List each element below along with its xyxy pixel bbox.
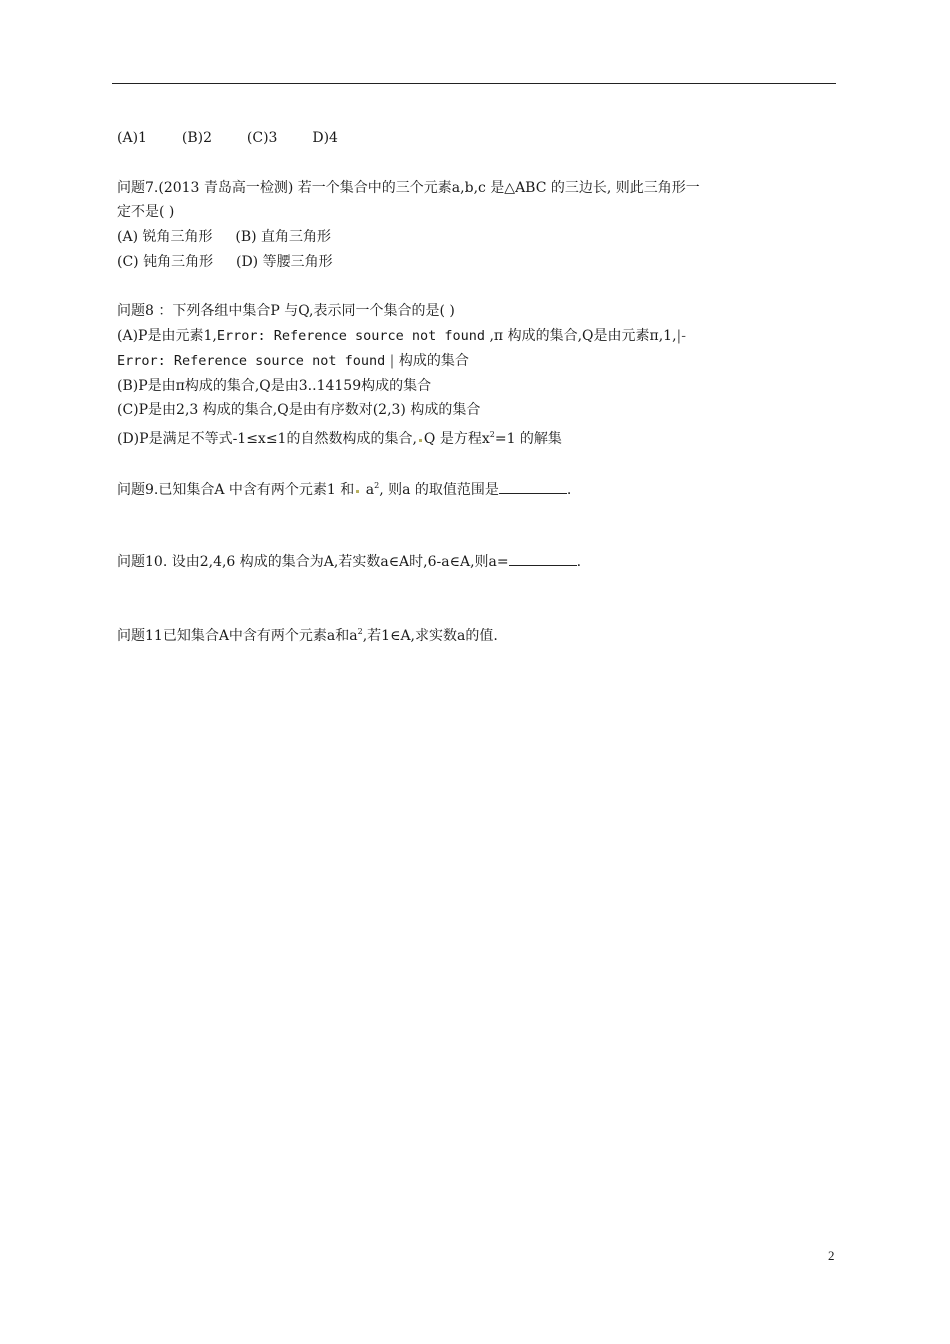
- q8-a-bar: |: [385, 353, 399, 369]
- q8-d-part1: (D)P是满足不等式-1≤x≤1的自然数构成的集合,: [117, 431, 417, 447]
- q7-options-ab: [117, 227, 331, 247]
- q8-a-suffix: ,π 构成的集合,Q是由元素π,1,: [485, 328, 677, 344]
- q7-option-a: (A) 锐角三角形: [117, 229, 213, 245]
- q8-d-part3: =1 的解集: [494, 431, 562, 447]
- q8-option-a-line1: [117, 326, 686, 346]
- q8-d-part2: Q 是方程x: [423, 431, 490, 447]
- header-rule: [112, 83, 836, 84]
- option-c: (C)3: [246, 130, 278, 146]
- q7-stem-line2: 定不是( ): [117, 204, 175, 220]
- q10-end: .: [576, 554, 582, 570]
- q8-stem: 问题8 ：下列各组中集合P 与Q,表示同一个集合的是( ): [117, 303, 455, 319]
- q9-suffix: , 则a 的取值范围是: [379, 482, 499, 498]
- q7-option-b: (B) 直角三角形: [235, 229, 332, 245]
- option-a: (A)1: [117, 130, 147, 146]
- q7-stem-line1: 问题7.(2013 青岛高一检测) 若一个集合中的三个元素a,b,c 是△ABC 的三边长, 则此三角形一: [117, 180, 700, 196]
- q8-d-exponent: 2: [489, 430, 495, 439]
- answer-blank[interactable]: [509, 551, 577, 566]
- option-b: (B)2: [181, 130, 212, 146]
- page-number: 2: [828, 1248, 835, 1263]
- q8-option-c: (C)P是由2,3 构成的集合,Q是由有序数对(2,3) 构成的集合: [117, 402, 481, 418]
- q11: [117, 622, 498, 646]
- q11-prefix: 问题11已知集合A中含有两个元素a和a: [117, 628, 358, 644]
- q7-option-d: (D) 等腰三角形: [236, 254, 333, 270]
- reference-error-text: Error: Reference source not found: [216, 328, 486, 344]
- stray-mark: [356, 490, 359, 493]
- q9-prefix: 问题9.已知集合A 中含有两个元素1 和: [117, 482, 355, 498]
- q9-var: a: [365, 482, 375, 498]
- q10: [117, 551, 581, 572]
- q8-option-a-line2: [117, 351, 469, 371]
- q8-b-part2: .14159构成的集合: [312, 378, 432, 394]
- q11-exponent: 2: [357, 627, 363, 636]
- q8-a-end: |-: [676, 328, 686, 344]
- q8-b-part1: (B)P是由π构成的集合,Q是由3.: [117, 378, 313, 394]
- q9-end: .: [566, 482, 572, 498]
- option-d: D)4: [312, 130, 338, 146]
- q6-options: [117, 128, 338, 148]
- q8-a-line2-suffix: 构成的集合: [398, 353, 469, 369]
- q8-option-b: [117, 376, 431, 396]
- q11-suffix: ,若1∈A,求实数a的值.: [362, 628, 498, 644]
- q9: [117, 476, 571, 500]
- q10-prefix: 问题10. 设由2,4,6 构成的集合为A,若实数a∈A时,6-a∈A,则a=: [117, 554, 509, 570]
- q9-exponent: 2: [374, 481, 380, 490]
- reference-error-text: Error: Reference source not found: [117, 353, 386, 369]
- q7-options-cd: [117, 252, 333, 272]
- q7-option-c: (C) 钝角三角形: [117, 254, 214, 270]
- q8-a-prefix: (A)P是由元素1,: [117, 328, 217, 344]
- stray-mark: [419, 439, 422, 442]
- answer-blank[interactable]: [499, 479, 567, 494]
- q8-option-d: [117, 425, 562, 449]
